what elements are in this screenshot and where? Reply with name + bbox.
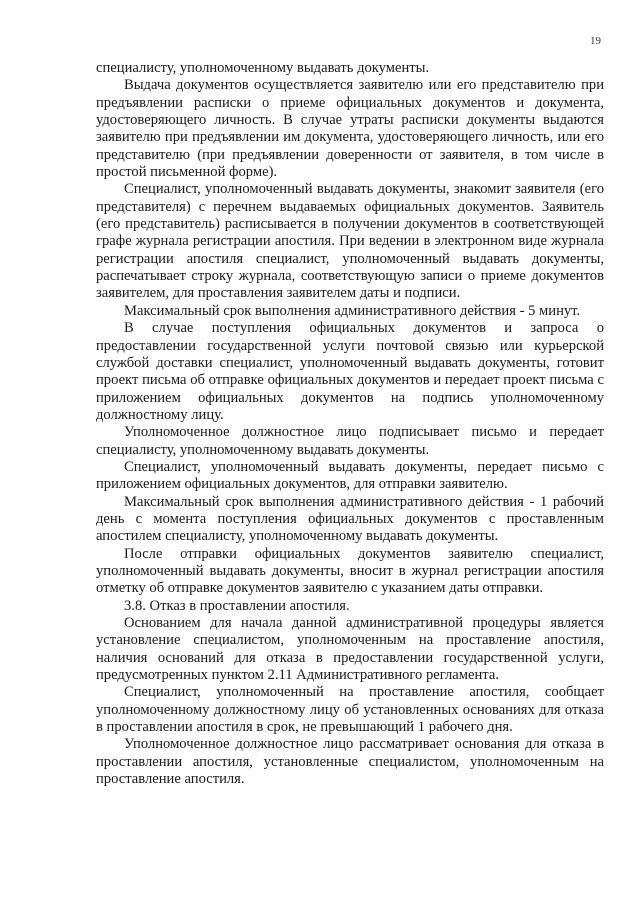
paragraph-max-time-1-day: Максимальный срок выполнения административного действия - 1 рабочий день с момента поступления официальных документов с проставленным апостилем специалисту, уполномоченному выдавать документы.: [96, 493, 604, 545]
page-number: 19: [590, 35, 601, 47]
paragraph-continuation: специалисту, уполномоченному выдавать документы.: [96, 60, 430, 76]
paragraph-document-issuance: Выдача документов осуществляется заявителю или его представителю при предъявлении расписки о приеме официальных документов и документа, удостоверяющего личность. В случае утраты расписки документы выдаются заявителю при предъявлении им документа, удостоверяющего личность, или его представителю (при предъявлении доверенности от заявителя, в том числе в простой письменной форме).: [96, 77, 604, 181]
paragraph-official-reviews: Уполномоченное должностное лицо рассматривает основания для отказа в проставлении апостиля, установленные специалистом, уполномоченным на проставление апостиля.: [96, 736, 604, 788]
document-body: [96, 60, 604, 788]
paragraph-sending-journal-mark: После отправки официальных документов заявителю специалист, уполномоченный выдавать документы, вносит в журнал регистрации апостиля отметку об отправке документов заявителю с указанием даты отправки.: [96, 545, 604, 597]
section-heading-3-8: 3.8. Отказ в проставлении апостиля.: [124, 597, 350, 614]
paragraph-refusal-grounds: Основанием для начала данной административной процедуры является установление специалистом, уполномоченным на проставление апостиля, наличия оснований для отказа в предоставлении государственной услуги, предусмотренных пунктом 2.11 Административного регламента.: [96, 615, 604, 684]
paragraph-official-signs-letter: Уполномоченное должностное лицо подписывает письмо и передает специалисту, уполномоченному выдавать документы.: [96, 424, 604, 458]
paragraph-applicant-signature: Специалист, уполномоченный выдавать документы, знакомит заявителя (его представителя) с перечнем выдаваемых официальных документов. Заявитель (его представитель) расписывается в получении документов в соответствующей графе журнала регистрации апостиля. При ведении в электронном виде журнала регистрации апостиля специалист, уполномоченный выдавать документы, распечатывает строку журнала, соответствующую записи о приеме документов заявителем, для проставления заявителем даты и подписи.: [96, 181, 604, 302]
paragraph-letter-sending: Специалист, уполномоченный выдавать документы, передает письмо с приложением официальных документов, для отправки заявителю.: [96, 458, 604, 493]
paragraph-max-time-5-min: Максимальный срок выполнения административного действия - 5 минут.: [124, 302, 581, 319]
paragraph-specialist-reports: Специалист, уполномоченный на проставление апостиля, сообщает уполномоченному должностному лицу об установленных основаниях для отказа в проставлении апостиля в срок, не превышающий 1 рабочего дня.: [96, 684, 604, 736]
paragraph-postal-delivery: В случае поступления официальных документов и запроса о предоставлении государственной услуги почтовой связью или курьерской службой доставки специалист, уполномоченный выдавать документы, готовит проект письма об отправке официальных документов и передает проект письма с приложением официальных документов на подпись уполномоченному должностному лицу.: [96, 320, 604, 423]
